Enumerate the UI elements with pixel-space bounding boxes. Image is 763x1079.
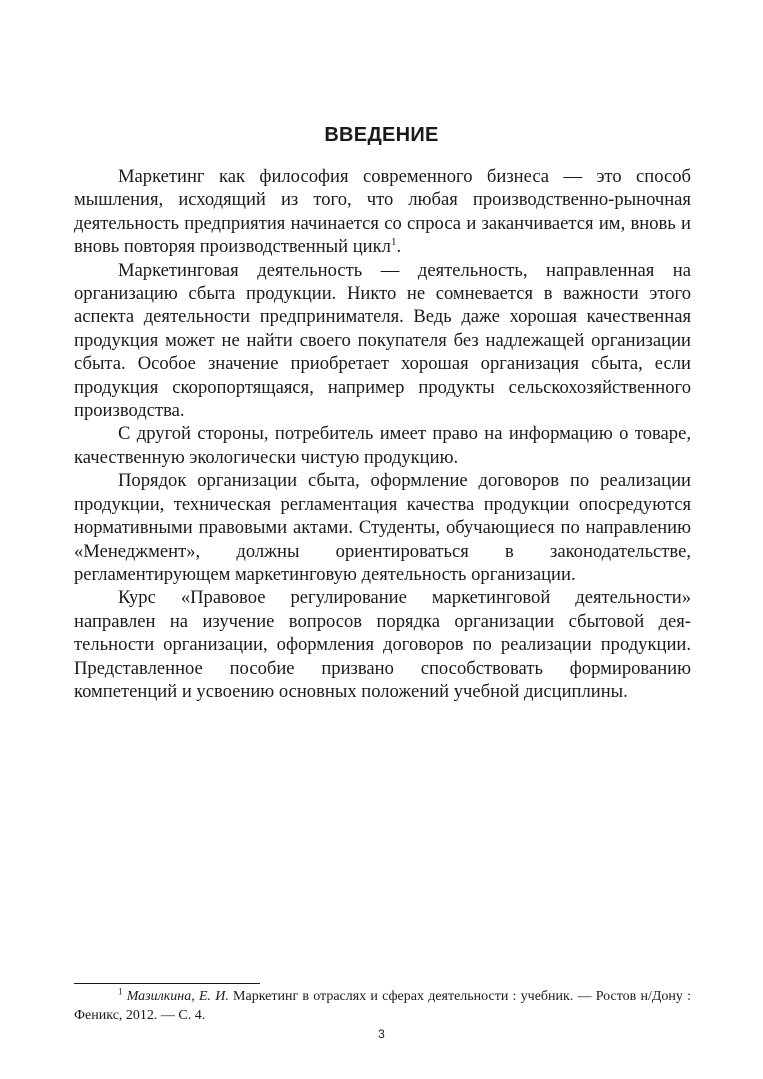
paragraph-1-tail: .: [396, 236, 402, 258]
paragraph-4: Порядок организации сбыта, оформление договоров по реализации продукции, техническая регламентация качества продукции опосредуются нормативными правовыми актами. Студенты, обучающиеся по направлению «Менеджмент», должны ориентироваться в законодательстве, регламентирующем маркетинговую деятельность организации.: [74, 470, 691, 585]
page-number: 3: [378, 1027, 385, 1041]
footnote-separator: [74, 983, 260, 984]
footnote-author: Мазилкина, Е. И.: [126, 989, 229, 1004]
footnote-number: 1: [118, 986, 123, 997]
paragraph-5: Курс «Правовое регулирование маркетинговой деятельности» направлен на изучение вопросов порядка организации сбытовой деятельности организации, оформления договоров по реализации продукции. Представленное пособие призвано способствовать формированию компетенций и усвоению основных положений учебной дисциплины.: [74, 587, 691, 702]
page-title: ВВЕДЕНИЕ: [324, 124, 439, 146]
footnote: [74, 988, 691, 1025]
paragraph-3: С другой стороны, потребитель имеет право на информацию о товаре, качественную экологически чистую продукцию.: [74, 423, 691, 468]
footnote-text: Маркетинг в отраслях и сферах деятельности : учебник. — Ростов н/Дону : Феникс, 2012. — С. 4.: [74, 989, 692, 1023]
paragraph-1-text: Маркетинг как философия современного бизнеса — это способ мышления, исходящий из того, что любая производственно-рыночная деятельность предприятия начинается со спроса и заканчивается им, вновь и вновь повторяя производственный цикл: [74, 166, 691, 258]
paragraph-2: Маркетинговая деятельность — деятельность, направленная на организацию сбыта продукции. Никто не сомневается в важности этого аспекта деятельности предпринимателя. Ведь даже хорошая качественная продукция может не найти своего покупателя без надлежащей организации сбыта. Особое значение приобретает хорошая организация сбыта, если продукция скоропортящаяся, например продукты сельскохозяйственного производства.: [74, 259, 691, 422]
footnote-reference: 1: [390, 236, 397, 249]
paragraph-1: [74, 165, 691, 259]
body-text: [74, 165, 691, 703]
